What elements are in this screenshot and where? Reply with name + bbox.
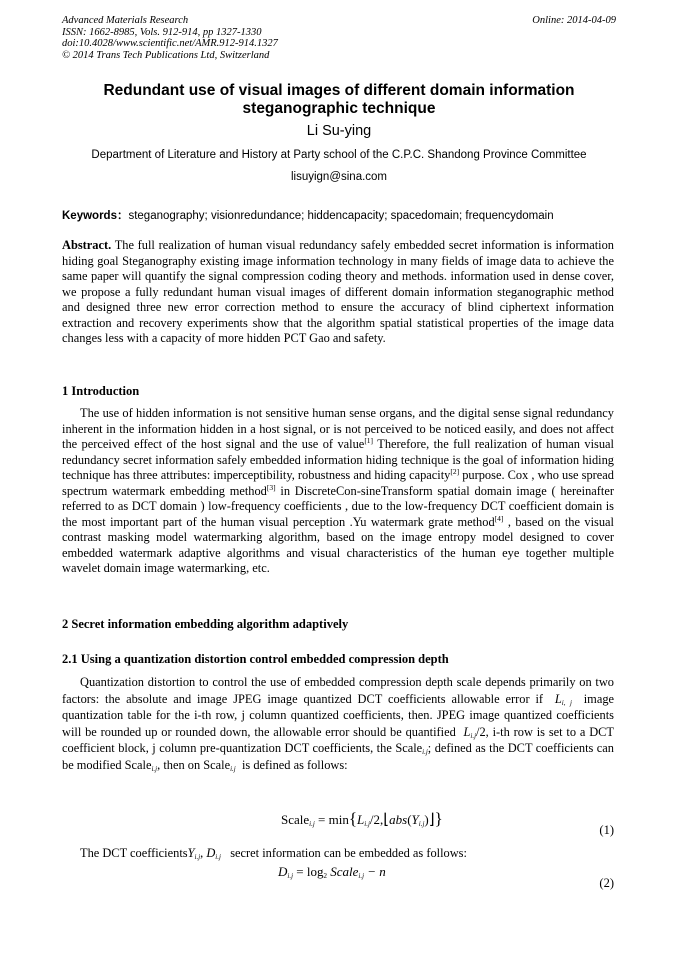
- author-email: lisuyign@sina.com: [290, 171, 388, 183]
- ref-3: [3]: [266, 482, 276, 492]
- equation-2-number: (2): [599, 876, 614, 890]
- author-name: Li Su-ying: [306, 123, 372, 139]
- running-header-left: [62, 15, 278, 61]
- ref-2: [2]: [450, 467, 460, 476]
- keywords-label: Keywords：: [62, 210, 129, 222]
- sub-ij-4: i.j: [151, 764, 158, 773]
- abstract-label: Abstract.: [62, 238, 112, 252]
- sub-ij-5: i.j: [230, 764, 236, 773]
- s21-text-a: Quantization distortion to control the use of embedded compression depth scale depends primarily on two factors: the absolute and image JPEG image quantized DCT coefficients allowable error if: [62, 675, 614, 706]
- eq1-L: L: [357, 812, 365, 827]
- s21-text-f: is defined as follows:: [241, 757, 348, 772]
- symbol-Y: Y: [187, 846, 195, 860]
- ref-4: [4]: [494, 513, 504, 523]
- intro-text-5: , based on the visual contrast masking model watermarking algorithm, based on the image entropy model designed to cover embedded watermark adaptive algorithms and visual characteristics of the human eye together multiple wavelet domain image watermarking, etc.: [62, 514, 614, 575]
- scale-word-2: Scale: [124, 757, 152, 772]
- doi-line: doi:10.4028/www.scientific.net/AMR.912-914.1327: [62, 38, 278, 49]
- intro-text-1: The use of hidden information is not sensitive human sense organs, and the digital sense signal redundancy inherent in the information hidden in a host signal, or is not perceived to be noticed easily, and does not affect the perceived effect of the host signal and the use of value: [62, 406, 614, 451]
- abstract: [62, 238, 614, 347]
- symbol-D: D: [206, 846, 216, 860]
- intro-text-3: purpose. Cox , who use spread spectrum watermark embedding method: [62, 468, 614, 498]
- equation-1-number: (1): [599, 823, 614, 837]
- s21-text-e: , then on: [157, 757, 201, 772]
- symbol-L: L: [554, 691, 562, 706]
- eq1-min: = min: [314, 812, 349, 827]
- eq1-Y-sub: i.j: [418, 820, 425, 828]
- eq1-Y: Y: [411, 812, 419, 827]
- eq2-D: D: [278, 864, 288, 879]
- s21-text-b: image quantization table for the i-th row, j column quantized coefficients, then. JPEG image quantized coefficients will be rounded up or rounded down, the allowable error should be quantified: [62, 691, 615, 739]
- eq2-base: 2: [323, 872, 327, 880]
- journal-name: Advanced Materials Research: [62, 15, 189, 26]
- eq2-minus-n: − n: [364, 864, 386, 879]
- copyright-line: © 2014 Trans Tech Publications Ltd, Switzerland: [62, 49, 270, 61]
- keywords-line: [62, 207, 616, 223]
- intro-text-2: Therefore, the full realization of human visual redundancy secret information safely embedded information hiding technique is the goal of information hiding technique has three attributes: imperceptibility, robustness and hiding capacity: [62, 437, 614, 482]
- eq1-half: /2: [369, 812, 381, 827]
- scale-word: Scale: [395, 741, 423, 755]
- sub-D: i.j: [215, 853, 221, 861]
- eq1-lhs: Scale: [281, 812, 310, 827]
- keywords-text: steganography; visionredundance; hiddencapacity; spacedomain; frequencydomain: [128, 210, 554, 222]
- online-date: Online: 2014-04-09: [532, 15, 616, 26]
- eq2-log: = log: [293, 864, 324, 879]
- dct-text-b: secret information can be embedded as follows:: [230, 846, 467, 860]
- s21-text-d: ; defined as the DCT coefficients can be modified: [62, 741, 614, 772]
- abstract-text: The full realization of human visual redundancy safely embedded secret information is information hiding goal Steganography existing image information technology in many fields of image data to achieve the same paper will quantify the signal compression coding theory and methods. information used in dense cover, we propose a fully redundant human visual images of different domain information steganographic method and designed three new error correction method to ensure the accuracy of blind ciphertext information extraction and recovery experiments show that the algorithm spatial statistical properties of the image data changes less with a capacity of more hidden PCT Gao and safety.: [62, 238, 614, 345]
- sub-ij: i, j: [561, 698, 572, 707]
- affiliation: Department of Literature and History at Party school of the C.P.C. Shandong Province Committee: [91, 149, 587, 161]
- eq2-scale-sub: i.j: [358, 872, 365, 880]
- section-2-1-heading: 2.1 Using a quantization distortion control embedded compression depth: [62, 652, 449, 666]
- symbol-L-2: L: [463, 724, 471, 739]
- sub-ij-2: i.j: [470, 731, 477, 740]
- eq1-abs: abs: [389, 812, 408, 827]
- half-divisor: /2: [476, 724, 486, 739]
- scale-word-3: Scale: [203, 757, 231, 772]
- issn-line: ISSN: 1662-8985, Vols. 912-914, pp 1327-1330: [62, 26, 262, 38]
- eq1-L-sub: i.j: [364, 820, 370, 828]
- section-2-heading: 2 Secret information embedding algorithm adaptively: [62, 617, 349, 631]
- eq2-scale: Scale: [330, 864, 359, 879]
- equation-2: [278, 864, 386, 880]
- eq1-sub: i.j: [309, 820, 315, 828]
- dct-coefficients-line: The DCT coefficientsY$_{i.j}$, $D_{i.j}$ secret information can be embedded as follows:: [80, 846, 467, 861]
- dct-text-a: The DCT coefficients: [80, 846, 188, 860]
- section-1-heading: 1 Introduction: [62, 384, 140, 398]
- sub-ij-3: i.j: [422, 748, 428, 756]
- paper-title: Redundant use of visual images of different domain information steganographic technique: [103, 82, 575, 117]
- ref-1: [1]: [364, 436, 374, 445]
- intro-text-4: in DiscreteCon-sineTransform spatial domain image ( hereinafter referred to as DCT domain ) low-frequency coefficients , due to the low-frequency DCT coefficient domain is the most important part of the human visual perception .Yu watermark grate method: [62, 483, 614, 529]
- section-2-1-paragraph: [62, 674, 614, 773]
- eq2-D-sub: i.j: [287, 872, 294, 880]
- s21-text-c: , i-th row is set to a DCT coefficient block, j column pre-quantization DCT coefficients, the: [62, 724, 614, 755]
- equation-1: Scale$_{i.j}$ = $\min\{L_{i.j}/2,⌊abs(Y_{i.j})⌋\}$: [281, 809, 443, 828]
- introduction-paragraph: [62, 406, 614, 577]
- sub-Y: i.j: [194, 853, 201, 861]
